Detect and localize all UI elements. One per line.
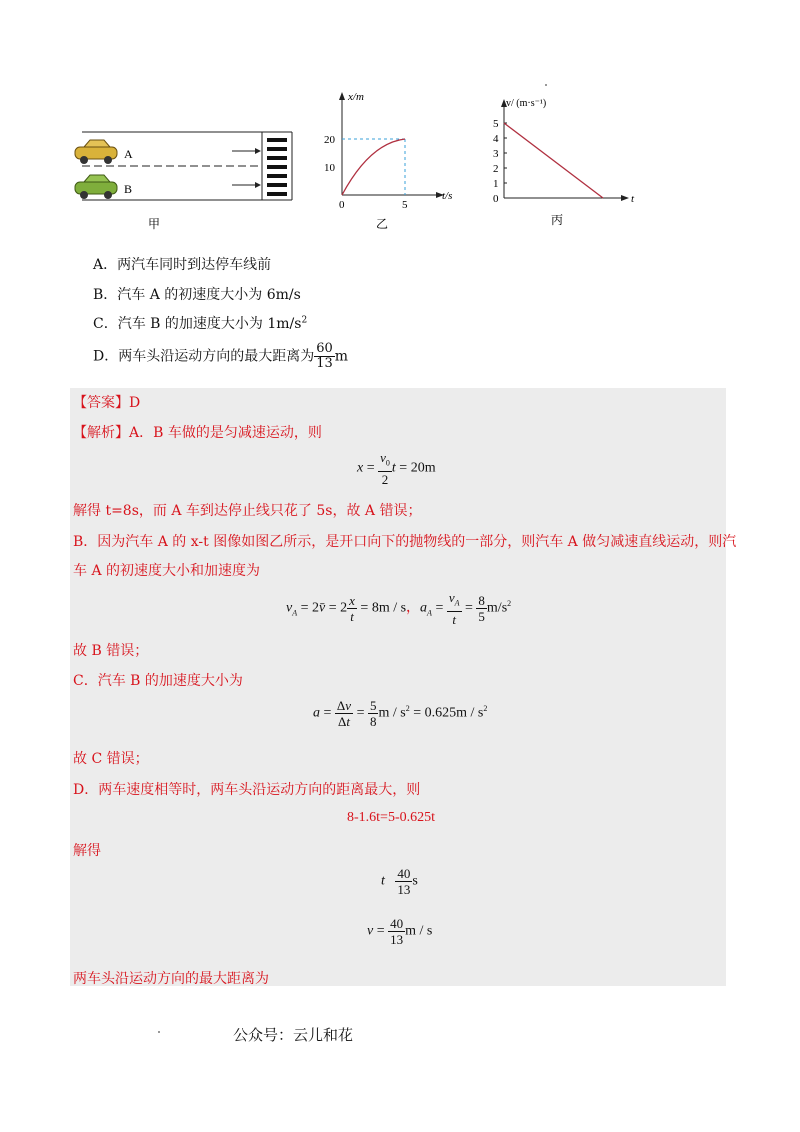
yi-xlabel: t/s [442,190,453,202]
yi-xtick-5: 5 [402,199,408,211]
vt-line [504,123,603,198]
option-a: A．两汽车同时到达停车线前 [93,257,272,273]
analysis-line-d: D．两车速度相等时，两车头沿运动方向的距离最大，则 [73,782,421,798]
figure-jia [70,78,310,238]
figure-bing [485,78,670,238]
yi-ytick-10: 10 [324,162,335,174]
solution-panel [70,388,737,987]
option-c [93,313,307,333]
stop-line-stripes [267,138,287,196]
analysis-line-b2: 车 A 的初速度大小和加速度为 [73,563,261,579]
analysis-line-a [73,422,322,442]
bing-xlabel: t [631,193,635,205]
bing-ytick-4: 4 [493,133,499,145]
equation-a: x = $\frac{v_0}{2}$ t = 20m [357,450,436,487]
speck-dot [158,1031,160,1033]
yi-ylabel: x/m [348,91,364,103]
yi-ytick-0: 0 [339,199,345,211]
analysis-line-c: C．汽车 B 的加速度大小为 [73,673,243,689]
analysis-a-text: A．B 车做的是匀减速运动，则 [129,425,322,441]
car-b-icon [75,175,117,199]
analysis-line-a2: 解得 t=8s，而 A 车到达停止线只花了 5s，故 A 错误； [73,503,422,519]
analysis-tag: 【解析】 [73,425,129,441]
equation-c: a = $\frac{\Delta v}{\Delta t}$ = $\frac{5}{8}$ $m / s^2 = 0.625m / s^2$ [313,698,488,729]
analysis-line-b3: 故 B 错误； [73,643,149,659]
option-d-den: 13 [316,356,333,371]
xt-curve [342,139,405,195]
option-d-unit: m [334,348,349,365]
car-a-icon [75,140,117,164]
bing-ytick-3: 3 [493,148,499,160]
analysis-line-d3: 两车头沿运动方向的最大距离为 [73,971,269,987]
figure-jia-caption: 甲 [148,217,161,231]
bing-ytick-0: 0 [493,193,499,205]
equation-b: $v_A$ = 2v̄ = 2 $\frac{x}{t}$ = 8m / s，$a_A$ = $\frac{v_A}{t}$ = $\frac{8}{5}$ $m/s^2$ [286,590,512,627]
footer-wechat: 公众号：云儿和花 [233,1026,354,1044]
car-b-label: B [124,182,133,196]
option-d-text: D．两车头沿运动方向的最大距离为 [93,348,315,365]
arrow-a-icon [232,148,261,154]
equation-v: v = $\frac{40}{13}$ m / s [367,916,433,947]
option-d [93,342,348,371]
answer-tag: 【答案】 [73,395,129,411]
figure-yi [320,78,480,238]
bing-ytick-1: 1 [493,178,499,190]
answer-line [73,392,140,412]
arrow-b-icon [232,182,261,188]
analysis-line-c2: 故 C 错误； [73,751,149,767]
option-c-text: C．汽车 B 的加速度大小为 1m/s [93,316,302,332]
equation-t: t $\frac{40}{13}$ s [381,866,418,897]
option-b: B．汽车 A 的初速度大小为 6m/s [93,287,301,303]
bing-ytick-5: 5 [493,118,499,130]
figure-bing-caption: 丙 [551,213,564,227]
bing-ytick-2: 2 [493,163,499,175]
analysis-line-d2: 解得 [73,843,101,859]
equation-d: 8-1.6t=5-0.625t [347,810,435,825]
yi-ytick-20: 20 [324,134,335,146]
analysis-line-b: B．因为汽车 A 的 x-t 图像如图乙所示，是开口向下的抛物线的一部分，则汽车 A 做匀减速直线运动，则汽 [73,534,737,550]
option-d-fraction [314,342,335,371]
option-d-num: 60 [316,341,333,356]
bing-ylabel: v/ (m·s⁻¹) [506,98,547,109]
speck-dot [545,84,547,86]
figure-yi-caption: 乙 [376,217,389,231]
option-c-sup: 2 [301,315,308,326]
figures-row [70,78,670,238]
car-a-label: A [124,147,133,161]
answer-value: D [129,395,141,411]
